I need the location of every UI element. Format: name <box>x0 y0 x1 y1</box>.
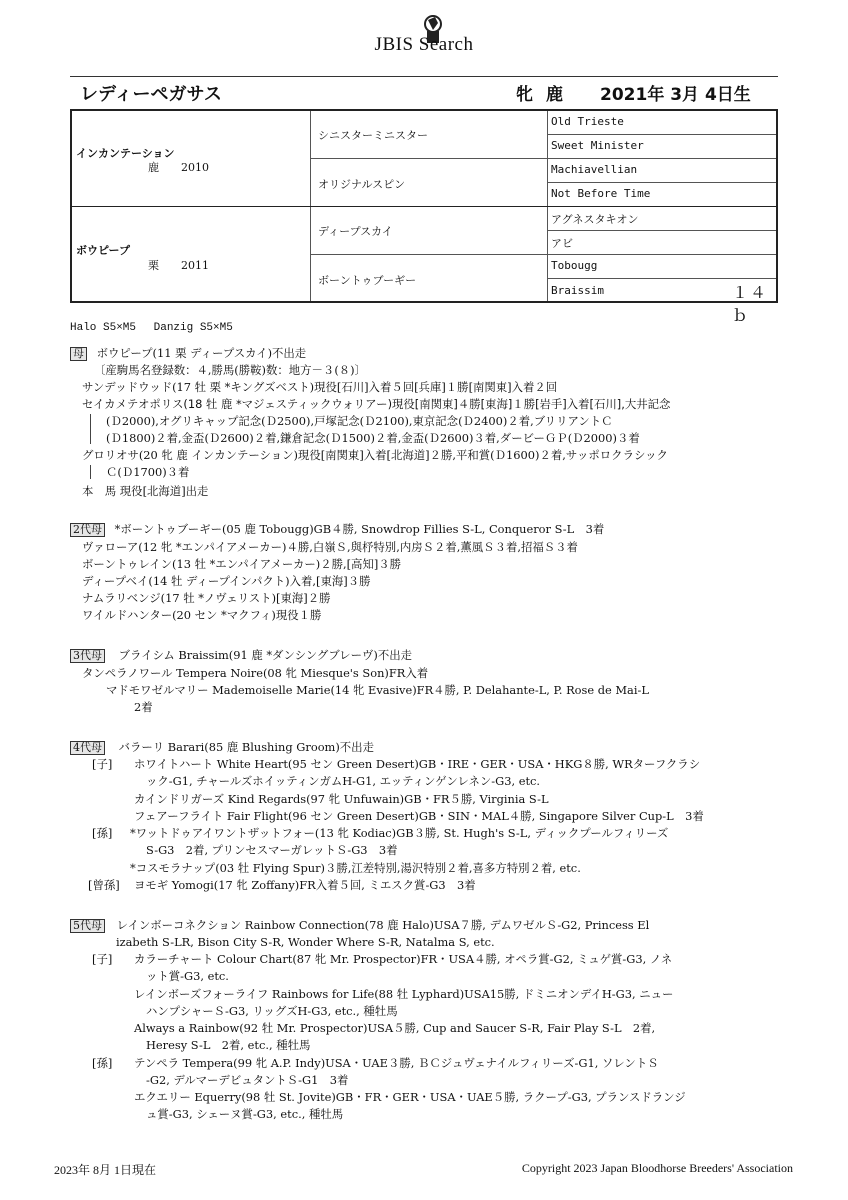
dam-heading <box>70 346 306 361</box>
jbis-logo <box>0 14 848 55</box>
gen2-entry: *ボーントゥブーギー(05 鹿 Tobougg)GB４勝, Snowdrop Fillies S-L, Conqueror S-L 3着 <box>114 522 605 536</box>
progeny-line: カラーチャート Colour Chart(87 牝 Mr. Prospector)FR・USA４勝, オペラ賞-G2, ミュゲ賞-G3, ノネ <box>134 952 673 966</box>
progeny-line: 本 馬 現役[北海道]出走 <box>82 484 209 498</box>
progeny-line: *コスモラナップ(03 牡 Flying Spur)３勝,江差特別,湯沢特別２着,喜多方特別２着, etc. <box>130 861 581 875</box>
gen4-entry: バラーリ Barari(85 鹿 Blushing Groom)不出走 <box>118 740 374 754</box>
generation-tag: 3代母 <box>70 649 105 663</box>
progeny-line-cont: (Ｄ2000),オグリキャップ記念(Ｄ2500),戸塚記念(Ｄ2100),東京記念(Ｄ2400)２着,ブリリアントＣ <box>106 414 613 428</box>
progeny-line-cont: Ｃ(Ｄ1700)３着 <box>106 465 190 479</box>
progeny-line: ワイルドハンター(20 セン *マクフィ)現役１勝 <box>82 608 322 622</box>
gen4-heading <box>70 740 374 755</box>
generation-tag: 4代母 <box>70 741 105 755</box>
logo-text: JBIS Search <box>374 34 474 55</box>
generation-tag: 母 <box>70 347 87 361</box>
progeny-line: ボーントゥレイン(13 牡 *エンパイアメーカー)２勝,[高知]３勝 <box>82 557 402 571</box>
progeny-line: *ワットドゥアイワントザットフォー(13 牝 Kodiac)GB３勝, St. Hugh's S-L, ディックプールフィリーズ <box>130 826 669 840</box>
horse-birth: 2021年 3月 4日生 <box>600 85 751 105</box>
gen5-entry: レインボーコネクション Rainbow Connection(78 鹿 Halo)USA７勝, デムワゼルＳ-G2, Princess El <box>116 918 650 932</box>
progeny-line: ディープベイ(14 牡 ディープインパクト)入着,[東海]３勝 <box>82 574 371 588</box>
header-rule <box>70 76 778 77</box>
sire-name: インカンテーション <box>76 147 175 160</box>
g3-ancestor: Tobougg <box>551 259 598 272</box>
progeny-line: サンデッドウッド(17 牡 栗 *キングズベスト)現役[石川]入着５回[兵庫]１勝[南関東]入着２回 <box>82 380 558 394</box>
sire-info: 鹿 2010 <box>148 161 209 174</box>
dam-entry: ボウピープ(11 栗 ディープスカイ)不出走 <box>96 346 307 360</box>
progeny-line: エクエリー Equerry(98 牡 St. Jovite)GB・FR・GER・USA・UAE５勝, ラクープ-G3, プランスドランジ <box>134 1090 686 1104</box>
progeny-line: カインドリガーズ Kind Regards(97 牝 Unfuwain)GB・FR５勝, Virginia S-L <box>134 792 549 806</box>
dam-dam: ボーントゥブーギー <box>318 274 417 287</box>
relation-label: [曾孫] <box>88 878 120 892</box>
dam-name: ボウピープ <box>76 244 131 257</box>
copyright: Copyright 2023 Japan Bloodhorse Breeders' Association <box>521 1161 793 1175</box>
horse-header <box>80 80 770 104</box>
progeny-line-cont: (Ｄ1800)２着,金盃(Ｄ2600)２着,鎌倉記念(Ｄ1500)２着,金盃(Ｄ2600)３着,ダービーＧＰ(Ｄ2000)３着 <box>106 431 640 445</box>
progeny-line-cont: ット賞-G3, etc. <box>146 969 229 983</box>
progeny-line-cont: ュ賞-G3, シェーヌ賞-G3, etc., 種牡馬 <box>146 1107 344 1121</box>
g3-ancestor: アグネスタキオン <box>551 213 639 226</box>
gen3-heading <box>70 648 412 663</box>
relation-label: [孫] <box>92 826 113 840</box>
progeny-line: フェアーフライト Fair Flight(96 セン Green Desert)GB・SIN・MAL４勝, Singapore Silver Cup-L 3着 <box>134 809 704 823</box>
progeny-line: テンペラ Tempera(99 牝 A.P. Indy)USA・UAE３勝, ＢＣジュヴェナイルフィリーズ-G1, ソレントＳ <box>134 1056 659 1070</box>
horse-name: レディーペガサス <box>80 84 222 105</box>
progeny-line-cont: ック-G1, チャールズホイッティンガムH-G1, エッティンゲンレネン-G3, etc. <box>146 774 541 788</box>
dam-info: 栗 2011 <box>148 259 209 272</box>
g3-ancestor: アビ <box>551 237 573 250</box>
family-number: １４ｂ <box>732 283 769 325</box>
progeny-line: ホワイトハート White Heart(95 セン Green Desert)GB・IRE・GER・USA・HKG８勝, WRターフクラシ <box>134 757 701 771</box>
as-of-date: 2023年 8月 1日現在 <box>54 1163 157 1177</box>
progeny-line: ヨモギ Yomogi(17 牝 Zoffany)FR入着５回, ミエスク賞-G3 3着 <box>134 878 476 892</box>
dam-sire: ディープスカイ <box>318 225 393 238</box>
g3-ancestor: Old Trieste <box>551 115 624 128</box>
progeny-line: マドモワゼルマリー Mademoiselle Marie(14 牝 Evasive)FR４勝, P. Delahante-L, P. Rose de Mai-L <box>106 683 649 697</box>
gen5-heading <box>70 918 649 933</box>
progeny-line-cont: ハンプシャーＳ-G3, リッグズH-G3, etc., 種牡馬 <box>146 1004 398 1018</box>
horse-sex: 牝 <box>516 85 533 105</box>
progeny-line-cont: -G2, デルマーデビュタントＳ-G1 3着 <box>146 1073 349 1087</box>
relation-label: [子] <box>92 952 113 966</box>
sire-sire: シニスターミニスター <box>318 129 428 142</box>
progeny-line-cont: Heresy S-L 2着, etc., 種牡馬 <box>146 1038 311 1052</box>
g3-ancestor: Braissim <box>551 284 604 297</box>
progeny-line: タンペラノワール Tempera Noire(08 牝 Miesque's Son)FR入着 <box>82 666 429 680</box>
relation-label: [子] <box>92 757 113 771</box>
progeny-line-cont: S-G3 2着, プリンセスマーガレットＳ-G3 3着 <box>146 843 398 857</box>
progeny-line: ナムラリベンジ(17 牡 *ノヴェリスト)[東海]２勝 <box>82 591 331 605</box>
progeny-line-cont: izabeth S-LR, Bison City S-R, Wonder Where S-R, Natalma S, etc. <box>116 935 495 949</box>
gen3-entry: ブライシム Braissim(91 鹿 *ダンシングブレーヴ)不出走 <box>118 648 413 662</box>
progeny-line: セイカメテオポリス(18 牡 鹿 *マジェスティックウォリアー)現役[南関東]４勝[東海]１勝[岩手]入着[石川],大井記念 <box>82 397 671 411</box>
dam-summary: 〔産駒馬名登録数：４,勝馬(勝鞍)数：地方－３(８)〕 <box>94 363 366 377</box>
pedigree-table <box>70 109 778 325</box>
progeny-line: ヴァローア(12 牝 *エンパイアメーカー)４勝,白嶺Ｓ,與杼特別,内房Ｓ２着,薫風Ｓ３着,招福Ｓ３着 <box>82 540 578 554</box>
relation-label: [孫] <box>92 1056 113 1070</box>
progeny-line-cont: 2着 <box>134 700 153 714</box>
gen2-heading <box>70 522 604 537</box>
generation-tag: 2代母 <box>70 523 105 537</box>
g3-ancestor: Machiavellian <box>551 163 638 176</box>
generation-tag: 5代母 <box>70 919 105 933</box>
inbreeding: Halo S5×M5 Danzig S5×M5 <box>70 322 233 334</box>
sire-dam: オリジナルスピン <box>318 178 406 191</box>
horse-color: 鹿 <box>546 85 563 105</box>
g3-ancestor: Not Before Time <box>551 187 651 200</box>
progeny-line: Always a Rainbow(92 牡 Mr. Prospector)USA５勝, Cup and Saucer S-R, Fair Play S-L 2着, <box>134 1021 656 1035</box>
g3-ancestor: Sweet Minister <box>551 139 644 152</box>
progeny-line: グロリオサ(20 牝 鹿 インカンテーション)現役[南関東]入着[北海道]２勝,平和賞(Ｄ1600)２着,サッポロクラシック <box>82 448 668 462</box>
progeny-line: レインボーズフォーライフ Rainbows for Life(88 牡 Lyphard)USA15勝, ドミニオンデイH-G3, ニュー <box>134 987 674 1001</box>
